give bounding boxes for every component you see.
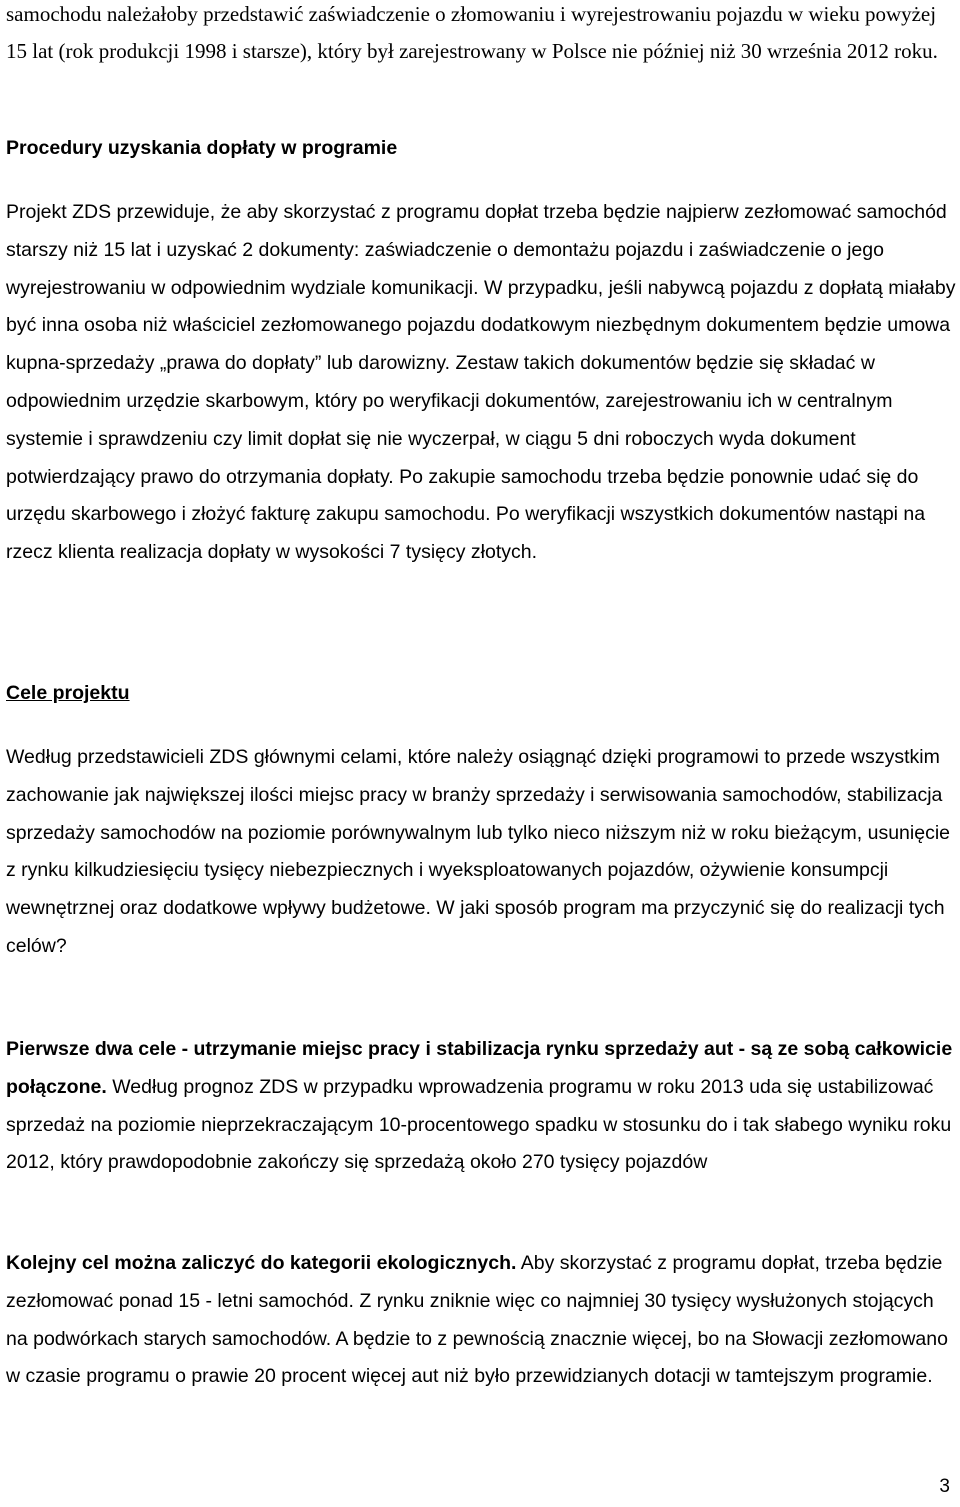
goals-body — [6, 739, 956, 966]
bold-lead: Kolejny cel można zaliczyć do kategorii ekologicznych. — [6, 1252, 517, 1274]
procedures-body — [6, 194, 956, 572]
section-procedures — [6, 130, 956, 168]
paragraph-first-goals — [6, 1031, 956, 1182]
body-paragraph: Według przedstawicieli ZDS głównymi celami, które należy osiągnąć dzięki programowi to przede wszystkim zachowanie jak największej ilości miejsc pracy w branży sprzedaży i serwisowania samochodów, stabilizacja sprzedaży samochodów na poziomie porównywalnym lub tylko nieco niższym niż w roku bieżącym, usunięcie z rynku kilkudziesięciu tysięcy niebezpiecznych i wyeksploatowanych pojazdów, ożywienie konsumpcji wewnętrznej oraz dodatkowe wpływy budżetowe. W jaki sposób program ma przyczynić się do realizacji tych celów? — [6, 746, 950, 957]
section-goals — [6, 675, 956, 713]
section-heading: Cele projektu — [6, 682, 130, 704]
paragraph-text: Według prognoz ZDS w przypadku wprowadzenia programu w roku 2013 uda się ustabilizować sprzedaż na poziomie nieprzekraczającym 10-procentowego spadku w stosunku do i tak słabego wyniku roku 2012, który prawdopodobnie zakończy się sprzedażą około 270 tysięcy pojazdów — [6, 1075, 952, 1174]
body-paragraph — [6, 1031, 956, 1182]
paragraph-text: Aby skorzystać z programu dopłat, trzeba będzie zezłomować ponad 15 - letni samochód. Z rynku zniknie więc co najmniej 30 tysięcy wysłużonych stojących na podwórkach starych samochodów. A będzie to z pewnością znacznie więcej, bo na Słowacji zezłomowano w czasie programu o prawie 20 procent więcej aut niż było przewidzianych dotacji w tamtejszym programie. — [6, 1252, 948, 1388]
paragraph-ecology — [6, 1245, 956, 1396]
body-paragraph — [6, 1245, 956, 1396]
bold-lead: Pierwsze dwa cele - utrzymanie miejsc pracy i stabilizacja rynku sprzedaży aut - są ze sobą całkowicie połączone. — [6, 1038, 953, 1098]
section-heading: Procedury uzyskania dopłaty w programie — [6, 137, 398, 159]
body-paragraph: Projekt ZDS przewiduje, że aby skorzystać z programu dopłat trzeba będzie najpierw zezłomować samochód starszy niż 15 lat i uzyskać 2 dokumenty: zaświadczenie o demontażu pojazdu i zaświadczenie o jego wyrejestrowaniu w odpowiednim wydziale komunikacji. W przypadku, jeśli nabywcą pojazdu z dopłatą miałaby być inna osoba niż właściciel zezłomowanego pojazdu dodatkowym niezbędnym dokumentem będzie umowa kupna-sprzedaży „prawa do dopłaty” lub darowizny. Zestaw takich dokumentów będzie się składać w odpowiednim urzędzie skarbowym, który po weryfikacji dokumentów, zarejestrowaniu ich w centralnym systemie i sprawdzeniu czy limit dopłat się nie wyczerpał, w ciągu 5 dni roboczych wyda dokument potwierdzający prawo do otrzymania dopłaty. Po zakupie samochodu trzeba będzie ponownie udać się do urzędu skarbowego i złożyć fakturę zakupu samochodu. Po weryfikacji wszystkich dokumentów nastąpi na rzecz klienta realizacja dopłaty w wysokości 7 tysięcy złotych. — [6, 201, 956, 564]
intro-paragraph: samochodu należałoby przedstawić zaświadczenie o złomowaniu i wyrejestrowaniu pojazdu w wieku powyżej 15 lat (rok produkcji 1998 i starsze), który był zarejestrowany w Polsce nie później niż 30 września 2012 roku. — [6, 2, 938, 63]
page-number: 3 — [939, 1476, 950, 1497]
